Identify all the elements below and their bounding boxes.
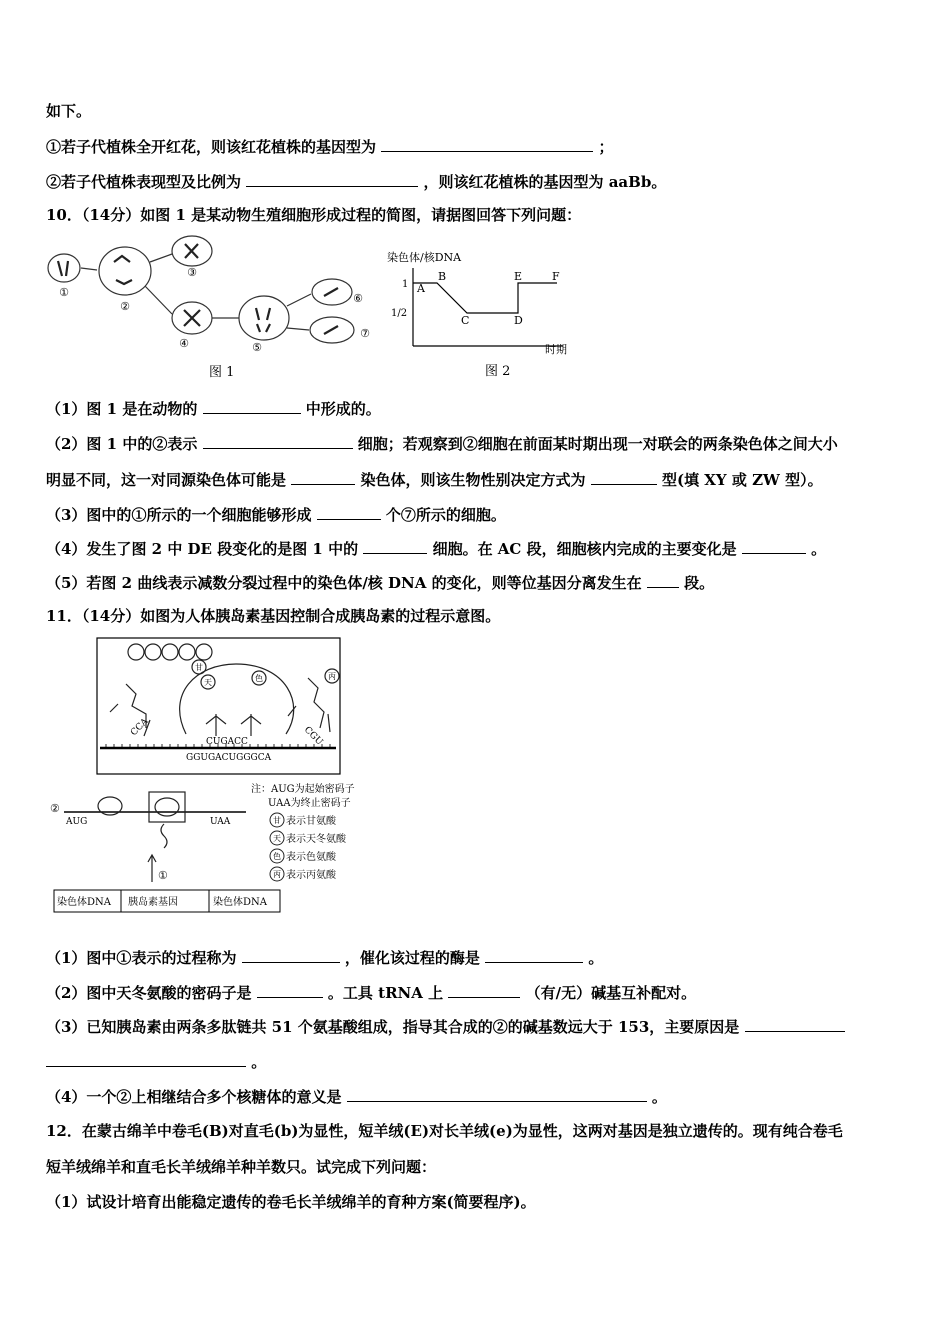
point-f: F: [552, 270, 560, 283]
anticodon-cgu: CGU: [301, 725, 325, 748]
amino-trp: 色: [255, 674, 263, 683]
note-start: 注：AUG为起始密码子: [251, 784, 355, 795]
q9-l1-pre: ①若子代植株全开红花，则该红花植株的基因型为: [46, 138, 377, 156]
note-ala: 表示丙氨酸: [286, 870, 336, 881]
answer-blank[interactable]: [246, 171, 418, 187]
label-uaa: UAA: [210, 817, 231, 827]
y-tick-half: 1/2: [391, 308, 408, 319]
q10-sub-3: [46, 504, 506, 525]
label-3: ③: [187, 266, 197, 279]
q11-s3-pre: （3）已知胰岛素由两条多肽链共 51 个氨基酸组成，指导其合成的②的碱基数远大于 153，主要原因是: [46, 1018, 740, 1036]
answer-blank[interactable]: [347, 1086, 647, 1102]
point-d: D: [514, 314, 523, 327]
q9-l2-post: ，则该红花植株的基因型为 aaBb。: [423, 173, 667, 191]
anticodon-cca: CCA: [129, 716, 151, 739]
answer-blank[interactable]: [485, 947, 583, 963]
x-axis-label: 时期: [545, 343, 567, 356]
q10-s1-post: 中形成的。: [305, 400, 381, 418]
answer-blank[interactable]: [291, 469, 355, 485]
label-aug: AUG: [66, 817, 88, 827]
q9-l1-post: ；: [598, 138, 614, 156]
label-6: ⑥: [353, 292, 363, 305]
q11-title: 11．（14分）如图为人体胰岛素基因控制合成胰岛素的过程示意图。: [46, 607, 501, 625]
answer-blank[interactable]: [203, 433, 353, 449]
q11-s1-post: 。: [588, 949, 604, 967]
figure-1-caption: 图 1: [209, 365, 235, 380]
q10-sub-1: [46, 398, 381, 419]
answer-blank[interactable]: [745, 1016, 845, 1032]
label-7: ⑦: [360, 327, 370, 340]
q11-sub-3-line-1: [46, 1016, 845, 1037]
q12-sub-1: （1）试设计培育出能稳定遗传的卷毛长羊绒绵羊的育种方案(简要程序)。: [46, 1193, 536, 1211]
label-mrna-2: ②: [50, 802, 60, 815]
q10-sub-2-line-1: [46, 433, 838, 454]
answer-blank[interactable]: [257, 982, 323, 998]
answer-blank[interactable]: [591, 469, 657, 485]
point-b: B: [438, 270, 447, 283]
q10-s2-b: 细胞；若观察到②细胞在前面某时期出现一对联会的两条染色体之间大小: [357, 435, 838, 453]
answer-blank[interactable]: [242, 947, 340, 963]
q11-sub-2: [46, 982, 696, 1003]
q11-sub-4: [46, 1086, 667, 1107]
q11-s3-end: 。: [251, 1053, 267, 1071]
q9-line-1: [46, 136, 614, 157]
q10-s1-pre: （1）图 1 是在动物的: [46, 400, 198, 418]
mrna-sequence: GGUGACUGGGCA: [186, 753, 272, 763]
answer-blank[interactable]: [448, 982, 520, 998]
q10-s4-mid: 细胞。在 AC 段，细胞核内完成的主要变化是: [432, 540, 737, 558]
q11-s1-pre: （1）图中①表示的过程称为: [46, 949, 237, 967]
q10-sub-5: [46, 572, 714, 593]
answer-blank[interactable]: [647, 572, 679, 588]
q10-s5-pre: （5）若图 2 曲线表示减数分裂过程中的染色体/核 DNA 的变化，则等位基因分离发生在: [46, 574, 642, 592]
note-mark-asp: 天: [273, 834, 281, 843]
q11-s2-pre: （2）图中天冬氨酸的密码子是: [46, 984, 252, 1002]
dna-cell-left: 染色体DNA: [57, 897, 111, 908]
point-c: C: [461, 314, 470, 327]
q10-s3-post: 个⑦所示的细胞。: [385, 506, 506, 524]
q10-title: 10．（14分）如图 1 是某动物生殖细胞形成过程的简图，请据图回答下列问题：: [46, 206, 582, 224]
q10-sub-2-line-2: [46, 469, 823, 490]
amino-gly: 甘: [195, 663, 203, 672]
q10-s3-pre: （3）图中的①所示的一个细胞能够形成: [46, 506, 312, 524]
q10-sub-4: [46, 538, 826, 559]
q11-s4-post: 。: [651, 1088, 667, 1106]
q10-figure-1: [44, 234, 384, 382]
codon-pair: CUGACC: [206, 737, 248, 747]
q9-line-2: [46, 171, 666, 192]
label-transcription-1: ①: [158, 869, 168, 882]
note-mark-trp: 色: [273, 852, 281, 861]
q9-l2-pre: ②若子代植株表现型及比例为: [46, 173, 242, 191]
answer-blank[interactable]: [381, 136, 593, 152]
amino-ala: 丙: [328, 672, 336, 681]
intro-text: 如下。: [46, 102, 92, 120]
q10-s2-d: 染色体，则该生物性别决定方式为: [360, 471, 586, 489]
q11-s2-mid: 。工具 tRNA 上: [327, 984, 444, 1002]
dna-cell-right: 染色体DNA: [213, 897, 267, 908]
label-5: ⑤: [252, 341, 262, 354]
q11-sub-1: [46, 947, 603, 968]
answer-blank[interactable]: [317, 504, 381, 520]
note-trp: 表示色氨酸: [286, 852, 336, 863]
answer-blank[interactable]: [46, 1051, 246, 1067]
note-mark-gly: 甘: [273, 816, 281, 825]
q11-s4-pre: （4）一个②上相继结合多个核糖体的意义是: [46, 1088, 342, 1106]
q10-s2-a: （2）图 1 中的②表示: [46, 435, 198, 453]
label-4: ④: [179, 337, 189, 350]
label-1: ①: [59, 286, 69, 299]
q11-translation-figure: [46, 634, 376, 916]
q10-s5-post: 段。: [684, 574, 715, 592]
q10-s2-c: 明显不同，这一对同源染色体可能是: [46, 471, 287, 489]
figure-2-caption: 图 2: [485, 364, 511, 379]
note-gly: 表示甘氨酸: [286, 816, 336, 827]
q10-s4-post: 。: [811, 540, 827, 558]
point-a: A: [417, 282, 425, 295]
q11-s2-post: （有/无）碱基互补配对。: [525, 984, 697, 1002]
note-mark-ala: 丙: [273, 870, 281, 879]
y-tick-1: 1: [402, 279, 409, 290]
q11-s1-mid: ，催化该过程的酶是: [344, 949, 480, 967]
q10-s4-pre: （4）发生了图 2 中 DE 段变化的是图 1 中的: [46, 540, 359, 558]
amino-asp: 天: [204, 678, 212, 687]
q11-sub-3-line-2: [46, 1051, 266, 1072]
q10-s2-e: 型(填 XY 或 ZW 型）。: [661, 471, 823, 489]
q10-figure-2: [385, 244, 585, 382]
answer-blank[interactable]: [203, 398, 301, 414]
label-2: ②: [120, 300, 130, 313]
note-asp: 表示天冬氨酸: [286, 834, 346, 845]
y-axis-label: 染色体/核DNA: [387, 251, 462, 264]
note-stop: UAA为终止密码子: [268, 798, 351, 809]
ratio-curve: [413, 283, 557, 313]
q12-line-1: 12．在蒙古绵羊中卷毛(B)对直毛(b)为显性，短羊绒(E)对长羊绒(e)为显性，这两对基因是独立遗传的。现有纯合卷毛: [46, 1122, 843, 1140]
answer-blank[interactable]: [363, 538, 427, 554]
q12-line-2: 短羊绒绵羊和直毛长羊绒绵羊种羊数只。试完成下列问题：: [46, 1158, 437, 1176]
dna-cell-gene: 胰岛素基因: [128, 897, 178, 908]
point-e: E: [514, 270, 523, 283]
answer-blank[interactable]: [742, 538, 806, 554]
